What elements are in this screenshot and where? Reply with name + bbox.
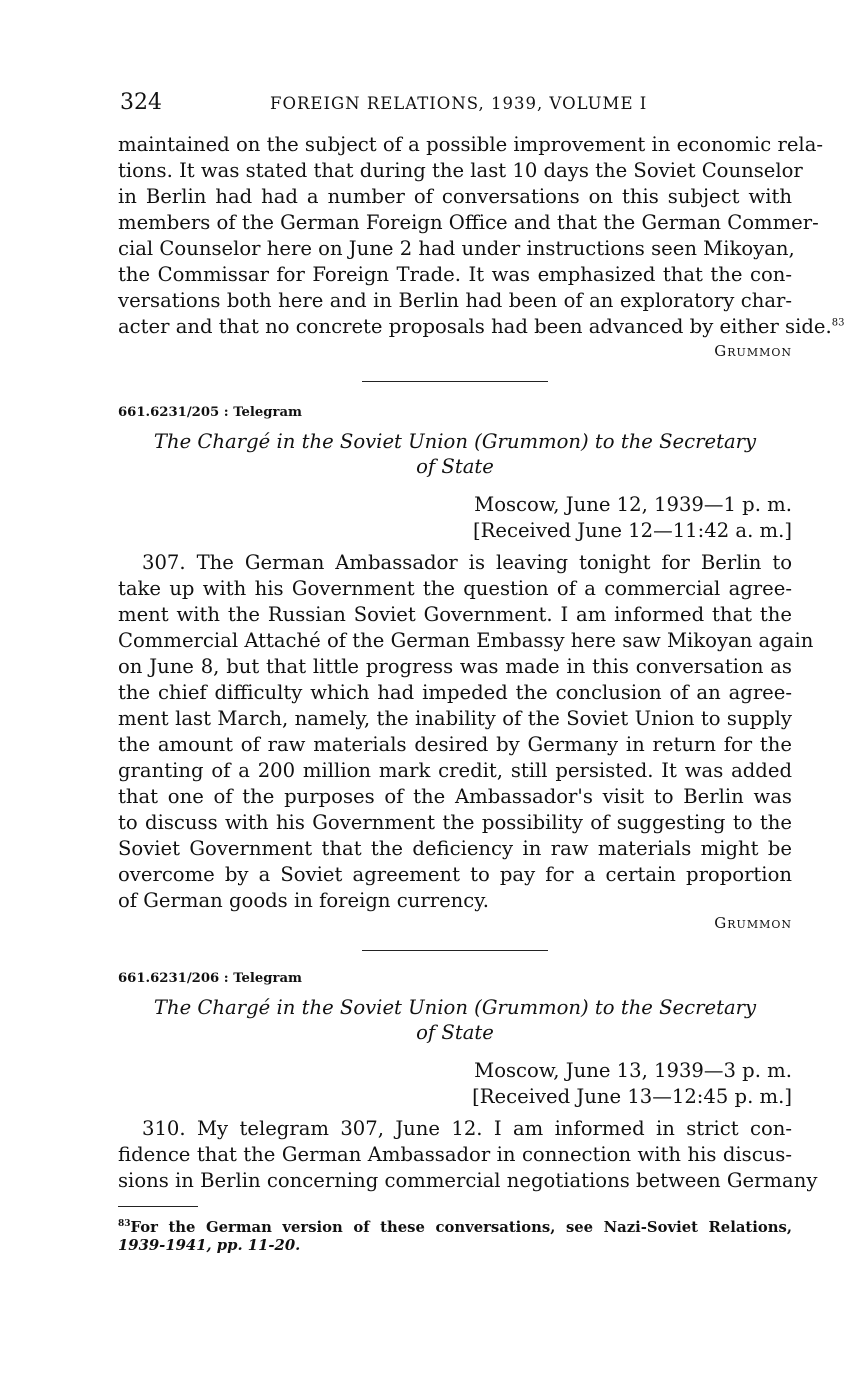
text-line: take up with his Government the question of a commercial agree- xyxy=(118,577,792,600)
dateline xyxy=(118,492,792,544)
telegram-body xyxy=(118,550,814,914)
text-line: 310. My telegram 307, June 12. I am informed in strict con- xyxy=(142,1117,792,1140)
text-line: the chief difficulty which had impeded the conclusion of an agree- xyxy=(118,681,792,704)
text-line: Soviet Government that the deficiency in raw materials might be xyxy=(118,837,792,860)
text-line: maintained on the subject of a possible improvement in economic rela- xyxy=(118,133,824,156)
page-number: 324 xyxy=(120,90,162,115)
text-line: the amount of raw materials desired by Germany in return for the xyxy=(118,733,792,756)
continuation-paragraph xyxy=(118,132,845,340)
telegram-title-line: of State xyxy=(416,1021,494,1044)
text-line: overcome by a Soviet agreement to pay for a certain proportion xyxy=(118,863,792,886)
telegram-title xyxy=(118,429,792,479)
text-line: members of the German Foreign Office and that the German Commer- xyxy=(118,211,819,234)
footnote-mark: 83 xyxy=(118,1219,131,1229)
text-line: to discuss with his Government the possibility of suggesting to the xyxy=(118,811,792,834)
file-reference: 661.6231/205 : Telegram xyxy=(118,405,302,420)
footnote xyxy=(118,1215,792,1255)
dateline-received: [Received June 13—12:45 p. m.] xyxy=(472,1085,792,1108)
signature: Grummon xyxy=(714,342,792,360)
text-line: sions in Berlin concerning commercial negotiations between Germany xyxy=(118,1169,818,1192)
telegram-title-line: The Chargé in the Soviet Union (Grummon) to the Secretary xyxy=(153,996,757,1019)
footnote-reference: 83 xyxy=(831,317,845,329)
telegram-body xyxy=(118,1116,818,1194)
footnote-divider xyxy=(118,1206,198,1207)
section-divider xyxy=(362,950,548,951)
footnote-line: 1939-1941, pp. 11-20. xyxy=(118,1236,301,1254)
section-divider xyxy=(362,381,548,382)
text-line: the Commissar for Foreign Trade. It was emphasized that the con- xyxy=(118,263,792,286)
dateline-received: [Received June 12—11:42 a. m.] xyxy=(473,519,792,542)
dateline-sent: Moscow, June 12, 1939—1 p. m. xyxy=(474,493,792,516)
file-reference: 661.6231/206 : Telegram xyxy=(118,971,302,986)
text-line: ment with the Russian Soviet Government. I am informed that the xyxy=(118,603,792,626)
text-line: cial Counselor here on June 2 had under instructions seen Mikoyan, xyxy=(118,237,795,260)
footnote-text: For the German version of these conversations, see Nazi-Soviet Relations, xyxy=(130,1218,792,1236)
running-head-title: FOREIGN RELATIONS, 1939, VOLUME I xyxy=(270,94,648,113)
text-line: versations both here and in Berlin had been of an exploratory char- xyxy=(118,289,792,312)
text-line: granting of a 200 million mark credit, still persisted. It was added xyxy=(118,759,792,782)
running-head xyxy=(118,88,792,122)
text-line: 307. The German Ambassador is leaving tonight for Berlin to xyxy=(142,551,792,574)
telegram-title xyxy=(118,995,792,1045)
text-line: on June 8, but that little progress was made in this conversation as xyxy=(118,655,792,678)
text-line: tions. It was stated that during the last 10 days the Soviet Counselor xyxy=(118,159,803,182)
text-line: ment last March, namely, the inability of the Soviet Union to supply xyxy=(118,707,792,730)
telegram-title-line: of State xyxy=(416,455,494,478)
text-line: fidence that the German Ambassador in connection with his discus- xyxy=(118,1143,792,1166)
document-page xyxy=(118,88,845,1255)
text-line: of German goods in foreign currency. xyxy=(118,889,489,912)
signature: Grummon xyxy=(714,914,792,932)
text-line: that one of the purposes of the Ambassador's visit to Berlin was xyxy=(118,785,792,808)
text-line: Commercial Attaché of the German Embassy here saw Mikoyan again xyxy=(118,629,814,652)
text-line-content: acter and that no concrete proposals had been advanced by either side. xyxy=(118,315,832,338)
footnote-line xyxy=(118,1215,792,1237)
dateline xyxy=(118,1058,792,1110)
dateline-sent: Moscow, June 13, 1939—3 p. m. xyxy=(474,1059,792,1082)
telegram-title-line: The Chargé in the Soviet Union (Grummon) to the Secretary xyxy=(153,430,757,453)
text-line xyxy=(118,314,845,340)
text-line: in Berlin had had a number of conversations on this subject with xyxy=(118,185,792,208)
